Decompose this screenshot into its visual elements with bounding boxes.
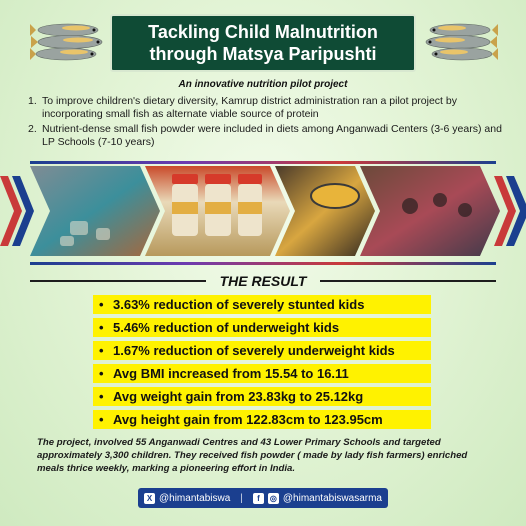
children-eating-photo (360, 166, 500, 256)
result-item (93, 364, 431, 383)
result-text: 5.46% reduction of underweight kids (113, 320, 340, 335)
instagram-icon[interactable]: ◎ (268, 493, 279, 504)
facebook-icon[interactable]: f (253, 493, 264, 504)
list-item (28, 95, 506, 121)
bullet-icon: • (99, 320, 104, 335)
bullet-icon: • (99, 366, 104, 381)
result-item (93, 410, 431, 429)
bullet-icon: • (99, 297, 104, 312)
photo-strip (0, 166, 526, 256)
bottom-divider (30, 262, 496, 265)
list-item-text: Nutrient-dense small fish powder were included in diets among Anganwadi Centers (3-6 years) and LP Schools (7-10 years) (42, 123, 502, 148)
fish-pile-right-icon (418, 18, 498, 66)
result-text: Avg BMI increased from 15.54 to 16.11 (113, 366, 349, 381)
result-heading-row (30, 272, 496, 290)
list-item-number: 2. (28, 123, 37, 135)
result-item (93, 341, 431, 360)
bullet-icon: • (99, 412, 104, 427)
project-summary: The project, involved 55 Anganwadi Centres and 43 Lower Primary Schools and targeted approximately 3,300 children. They received fish powder ( made by lady fish farmers) enriched meals thrice weekly, marking a pioneering effort in India. (37, 437, 468, 474)
fish-pile-left-icon (30, 18, 110, 66)
result-text: 3.63% reduction of severely stunted kids (113, 297, 365, 312)
results-list (93, 295, 431, 433)
heading-rule-left (30, 280, 206, 282)
result-item (93, 295, 431, 314)
top-divider (30, 161, 496, 164)
list-item (28, 123, 506, 149)
title-line-2: through Matsya Paripushti (149, 44, 377, 64)
bullet-icon: • (99, 343, 104, 358)
list-item-number: 1. (28, 95, 37, 107)
title-line-1: Tackling Child Malnutrition (148, 22, 378, 42)
list-item-text: To improve children's dietary diversity, Kamrup district administration ran a pilot project by incorporating small fish as alternate viable source of protein (42, 95, 457, 120)
result-text: Avg weight gain from 23.83kg to 25.12kg (113, 389, 364, 404)
result-item (93, 387, 431, 406)
separator: | (240, 492, 243, 504)
result-text: 1.67% reduction of severely underweight kids (113, 343, 395, 358)
objective-list (28, 95, 506, 151)
result-text: Avg height gain from 122.83cm to 123.95cm (113, 412, 383, 427)
social-handles-bar (138, 488, 388, 508)
x-icon[interactable]: X (144, 493, 155, 504)
result-item (93, 318, 431, 337)
bullet-icon: • (99, 389, 104, 404)
heading-rule-right (320, 280, 496, 282)
fb-ig-handle[interactable]: @himantabiswasarma (282, 492, 382, 504)
classroom-photo (30, 166, 160, 256)
page-title (110, 14, 416, 72)
result-heading: THE RESULT (219, 273, 307, 289)
x-handle[interactable]: @himantabiswa (159, 492, 231, 504)
subtitle: An innovative nutrition pilot project (178, 79, 348, 90)
